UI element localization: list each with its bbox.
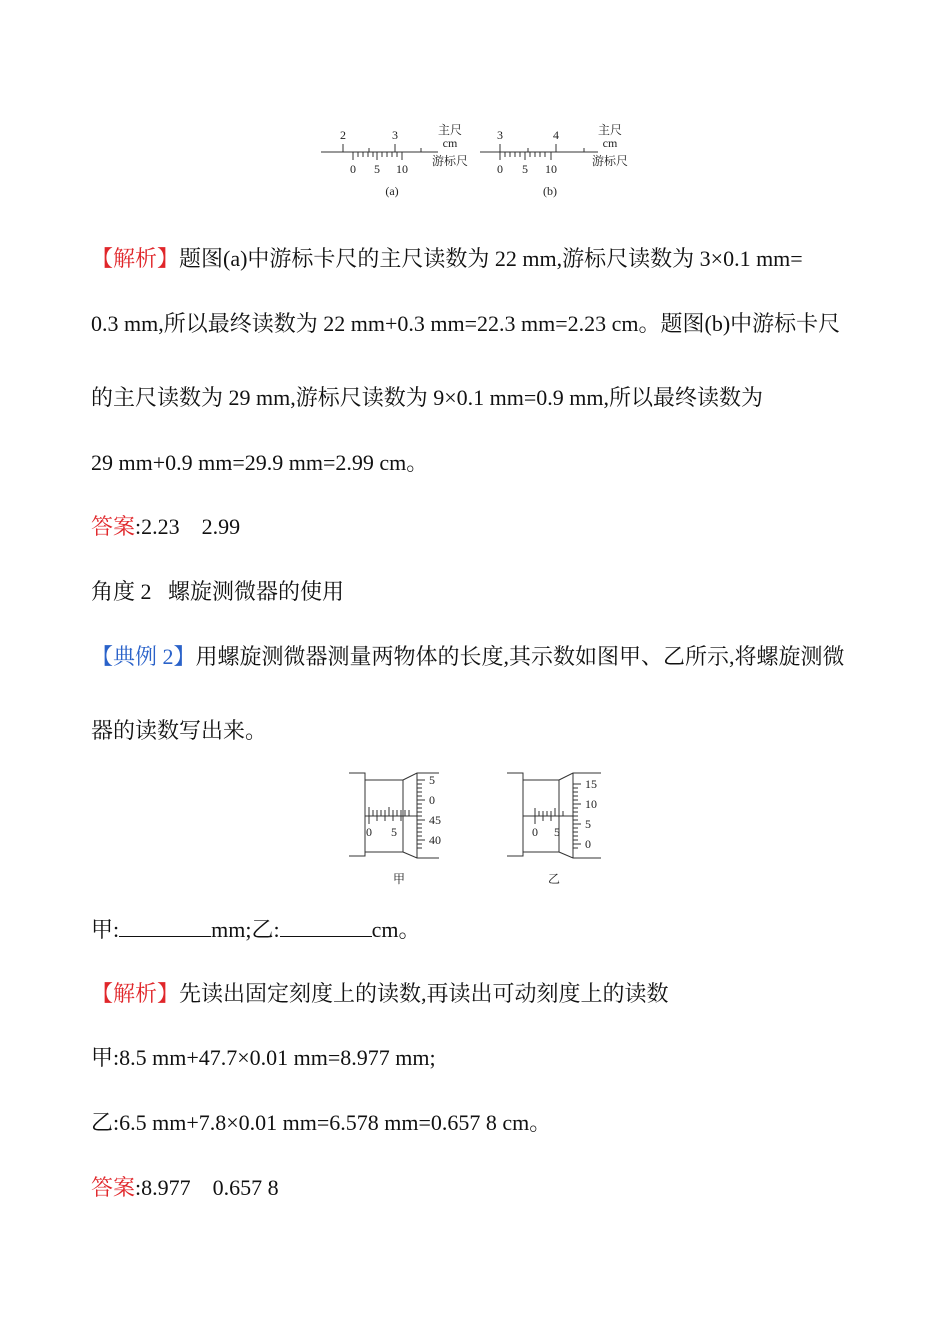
analysis2-line3: 乙:6.5 mm+7.8×0.01 mm=6.578 mm=0.657 8 cm。 bbox=[91, 1110, 552, 1135]
micrometer-jia-thimble-label: 45 bbox=[429, 813, 441, 827]
analysis1-tag: 【解析】 bbox=[91, 246, 180, 271]
micrometer-jia-thimble-label: 0 bbox=[429, 793, 435, 807]
analysis1-text1: 题图(a)中游标卡尺的主尺读数为 22 mm,游标尺读数为 3×0.1 mm= bbox=[179, 246, 803, 271]
caliper-a-vernier-scale-label: 游标尺 bbox=[431, 154, 469, 168]
analysis2-text1: 先读出固定刻度上的读数,再读出可动刻度上的读数 bbox=[179, 981, 669, 1006]
micrometer-yi-fixed-label: 0 bbox=[532, 825, 538, 839]
answer2-tag: 答案 bbox=[91, 1175, 136, 1200]
caliper-b-main-label: 3 bbox=[497, 128, 503, 142]
example2-tag: 【典例 2】 bbox=[91, 644, 196, 669]
analysis2-line1 bbox=[91, 979, 669, 1009]
caliper-b-caption: (b) bbox=[543, 184, 557, 198]
caliper-b-main-scale-label: 主尺 bbox=[597, 123, 623, 137]
caliper-a-vernier-label: 10 bbox=[396, 162, 408, 176]
example2-line1 bbox=[91, 642, 845, 672]
answer1 bbox=[91, 512, 240, 542]
answer2-text: :8.977 0.657 8 bbox=[135, 1175, 279, 1200]
analysis1-line2: 0.3 mm,所以最终读数为 22 mm+0.3 mm=22.3 mm=2.23 cm。题图(b)中游标卡尺 bbox=[91, 311, 841, 336]
micrometer-jia-thimble-label: 5 bbox=[429, 773, 435, 787]
micrometer-yi-thimble-label: 0 bbox=[585, 837, 591, 851]
question-jia-label: 甲: bbox=[91, 917, 120, 942]
caliper-a-main-scale-label: 主尺 bbox=[437, 123, 463, 137]
question-line bbox=[91, 915, 420, 945]
analysis1-line3: 的主尺读数为 29 mm,游标尺读数为 9×0.1 mm=0.9 mm,所以最终读数为 bbox=[91, 385, 763, 410]
answer-blank-jia[interactable] bbox=[119, 918, 211, 937]
question-cm-unit: cm。 bbox=[371, 917, 421, 942]
micrometer-yi-caption: 乙 bbox=[548, 872, 561, 886]
caliper-b-vernier-scale-label: 游标尺 bbox=[591, 154, 629, 168]
micrometer-figure bbox=[345, 768, 610, 890]
micrometer-jia-thimble-label: 40 bbox=[429, 833, 441, 847]
caliper-a-caption: (a) bbox=[385, 184, 399, 198]
example2-text1: 用螺旋测微器测量两物体的长度,其示数如图甲、乙所示,将螺旋测微 bbox=[195, 644, 845, 669]
caliper-a-main-label: 2 bbox=[340, 128, 346, 142]
micrometer-yi-thimble-label: 10 bbox=[585, 797, 597, 811]
caliper-b-unit-label: cm bbox=[602, 136, 618, 150]
caliper-a-main-label: 3 bbox=[392, 128, 398, 142]
micrometer-yi-fixed-label: 5 bbox=[554, 825, 560, 839]
answer-blank-yi[interactable] bbox=[280, 918, 372, 937]
micrometer-jia-fixed-label: 0 bbox=[366, 825, 372, 839]
micrometer-yi-thimble-label: 5 bbox=[585, 817, 591, 831]
section-title: 角度 2 螺旋测微器的使用 bbox=[91, 579, 345, 604]
question-yi-label: 乙: bbox=[251, 917, 280, 942]
caliper-b-main-label: 4 bbox=[553, 128, 559, 142]
answer1-tag: 答案 bbox=[91, 514, 136, 539]
caliper-a-vernier-label: 5 bbox=[374, 162, 380, 176]
analysis1-line1 bbox=[91, 244, 803, 274]
micrometer-yi-thimble-label: 15 bbox=[585, 777, 597, 791]
micrometer-jia-caption: 甲 bbox=[393, 872, 406, 886]
caliper-b-vernier-label: 0 bbox=[497, 162, 503, 176]
analysis1-line4: 29 mm+0.9 mm=29.9 mm=2.99 cm。 bbox=[91, 450, 429, 475]
micrometer-jia-fixed-label: 5 bbox=[391, 825, 397, 839]
caliper-b-vernier-label: 5 bbox=[522, 162, 528, 176]
caliper-a-vernier-label: 0 bbox=[350, 162, 356, 176]
example2-line2: 器的读数写出来。 bbox=[91, 718, 268, 743]
vernier-caliper-figure bbox=[318, 120, 638, 202]
answer1-text: :2.23 2.99 bbox=[135, 514, 241, 539]
analysis2-tag: 【解析】 bbox=[91, 981, 180, 1006]
analysis2-line2: 甲:8.5 mm+47.7×0.01 mm=8.977 mm; bbox=[91, 1045, 436, 1070]
answer2 bbox=[91, 1173, 279, 1203]
caliper-a-unit-label: cm bbox=[442, 136, 458, 150]
question-mm-unit: mm; bbox=[211, 917, 252, 942]
caliper-b-vernier-label: 10 bbox=[545, 162, 557, 176]
